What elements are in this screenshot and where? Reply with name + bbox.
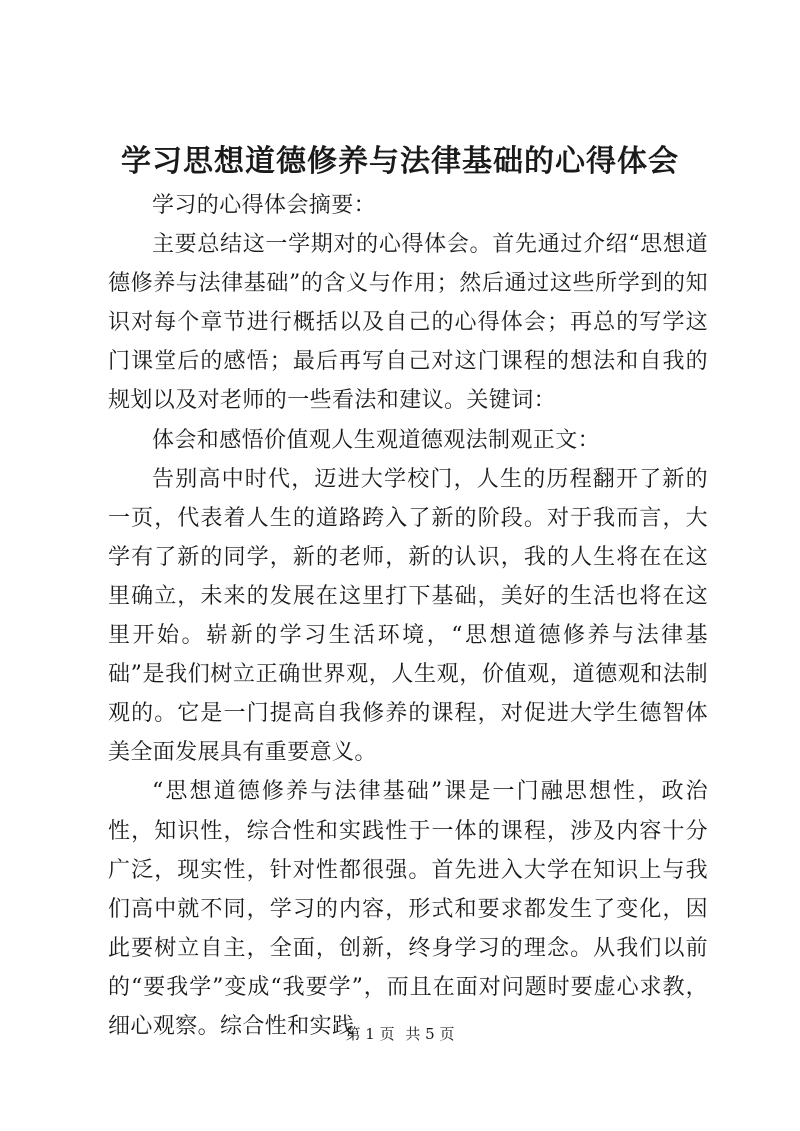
- paragraph-abstract-heading: 学习的心得体会摘要：: [152, 193, 377, 218]
- paragraph-body-1: 告别高中时代，迈进大学校门，人生的历程翻开了新的一页，代表着人生的道路跨入了新的阶段。对于我而言，大学有了新的同学，新的老师，新的认识，我的人生将在在这里确立，未来的发展在这里打下基础，美好的生活也将在这里开始。崭新的学习生活环境，“思想道德修养与法律基础”是我们树立正确世界观，人生观，价值观，道德观和法制观的。它是一门提高自我修养的课程，对促进大学生德智体美全面发展具有重要意义。: [108, 466, 708, 766]
- document-title: 学习思想道德修养与法律基础的心得体会: [121, 144, 679, 179]
- page-number: 第 1 页: [345, 1025, 395, 1043]
- document-body: [108, 186, 708, 1046]
- page-footer: [0, 1024, 800, 1044]
- paragraph-abstract: 主要总结这一学期对的心得体会。首先通过介绍“思想道德修养与法律基础”的含义与作用；然后通过这些所学到的知识对每个章节进行概括以及自己的心得体会；再总的写学这门课堂后的感悟；最后再写自己对这门课程的想法和自我的规划以及对老师的一些看法和建议。关键词：: [108, 232, 708, 414]
- paragraph-keywords: 体会和感悟价值观人生观道德观法制观正文：: [152, 427, 601, 453]
- page-total: 共 5 页: [405, 1025, 455, 1043]
- paragraph-body-2: “思想道德修养与法律基础”课是一门融思想性，政治性，知识性，综合性和实践性于一体的课程，涉及内容十分广泛，现实性，针对性都很强。首先进入大学在知识上与我们高中就不同，学习的内容，形式和要求都发生了变化，因此要树立自主，全面，创新，终身学习的理念。从我们以前的“要我学”变成“我要学”，而且在面对问题时要虚心求教，细心观察。综合性和实践: [108, 779, 708, 1039]
